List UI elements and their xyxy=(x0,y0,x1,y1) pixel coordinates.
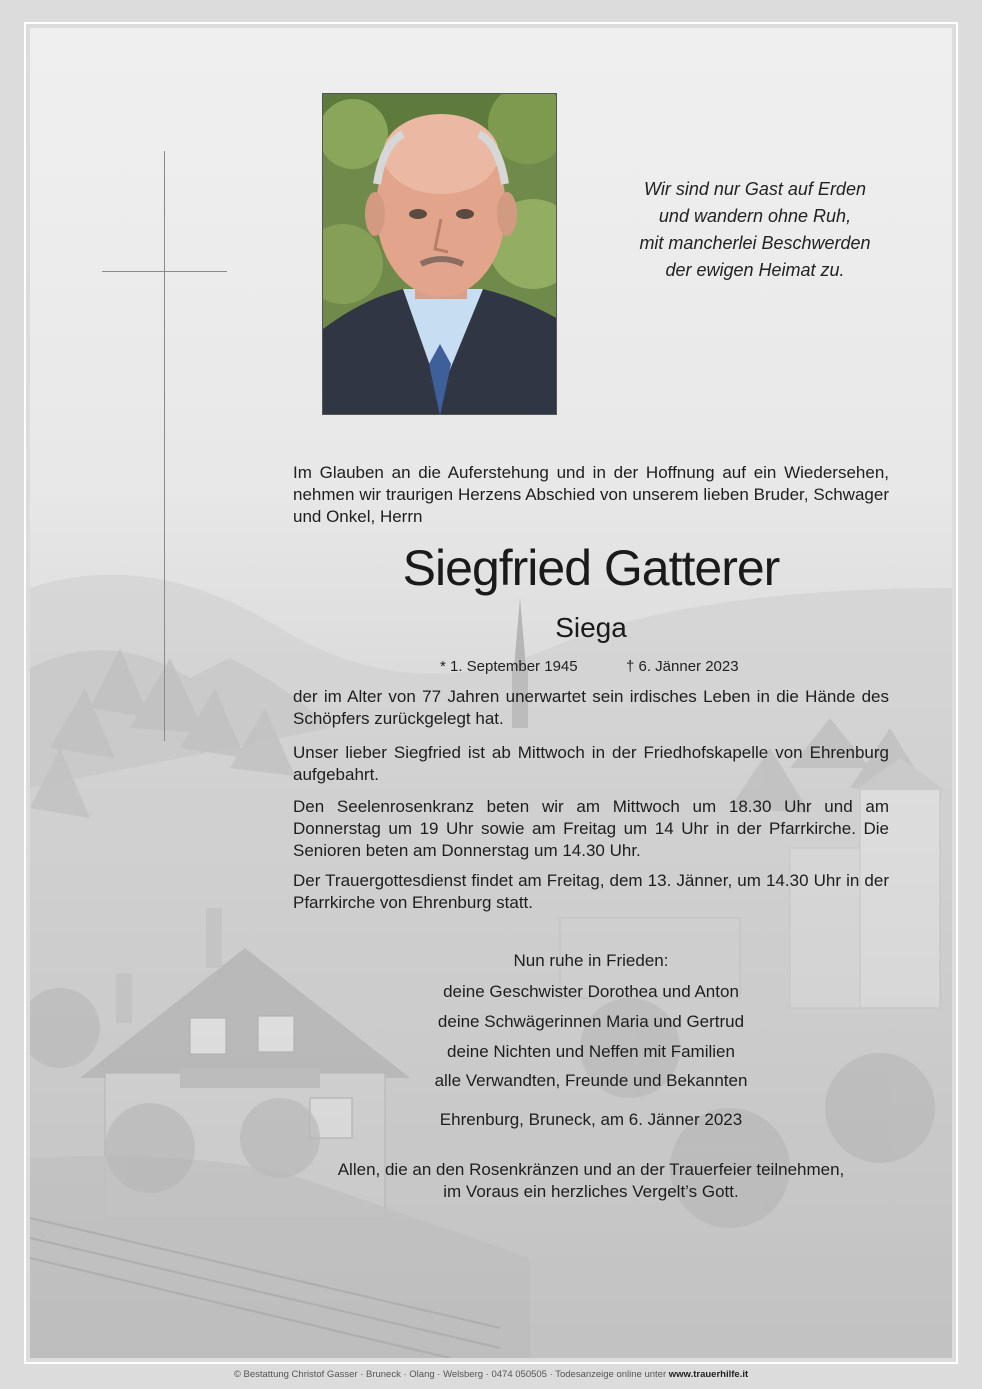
poem xyxy=(590,176,920,284)
poem-line-4: der ewigen Heimat zu. xyxy=(665,260,845,280)
birth-date: * 1. September 1945 xyxy=(440,658,578,675)
deceased-name: Siegfried Gatterer xyxy=(402,540,780,596)
mourners-line-3: deine Nichten und Neffen mit Familien xyxy=(447,1042,735,1061)
cross-vertical-bar xyxy=(164,151,165,741)
mourners-heading: Nun ruhe in Frieden: xyxy=(513,951,669,970)
poem-line-3: mit mancherlei Beschwerden xyxy=(639,233,871,253)
cross-horizontal-bar xyxy=(102,271,227,272)
footer xyxy=(0,1368,982,1382)
death-date: † 6. Jänner 2023 xyxy=(626,658,739,675)
poem-line-2: und wandern ohne Ruh, xyxy=(658,206,852,226)
mourners-line-2: deine Schwägerinnen Maria und Gertrud xyxy=(437,1012,745,1031)
footer-text: © Bestattung Christof Gasser · Bruneck · Olang · Welsberg · 0474 050505 · Todesanzeige online unter xyxy=(233,1369,667,1380)
footer-link[interactable]: www.trauerhilfe.it xyxy=(668,1369,749,1380)
paragraph-life: der im Alter von 77 Jahren unerwartet sein irdisches Leben in die Hände des Schöpfers zurückgelegt hat. xyxy=(293,687,889,728)
thanks-line-1: Allen, die an den Rosenkränzen und an der Trauerfeier teilnehmen, xyxy=(337,1160,845,1179)
paragraph-viewing: Unser lieber Siegfried ist ab Mittwoch in der Friedhofskapelle von Ehrenburg aufgebahrt. xyxy=(293,743,889,784)
place-and-date: Ehrenburg, Bruneck, am 6. Jänner 2023 xyxy=(439,1110,743,1129)
portrait-photo xyxy=(322,93,557,415)
mourners-line-4: alle Verwandten, Freunde und Bekannten xyxy=(434,1071,748,1090)
thanks-line-2: im Voraus ein herzliches Vergelt’s Gott. xyxy=(443,1182,739,1201)
poem-line-1: Wir sind nur Gast auf Erden xyxy=(644,179,866,199)
mourners-line-1: deine Geschwister Dorothea und Anton xyxy=(443,982,739,1001)
intro-paragraph: Im Glauben an die Auferstehung und in der Hoffnung auf ein Wiedersehen, nehmen wir traurigen Herzens Abschied von unserem lieben Bruder, Schwager und Onkel, Herrn xyxy=(293,463,889,526)
paragraph-rosary: Den Seelenrosenkranz beten wir am Mittwoch um 18.30 Uhr und am Donnerstag um 19 Uhr sowie am Freitag um 14 Uhr in der Pfarrkirche. Die Senioren beten am Donnerstag um 14.30 Uhr. xyxy=(293,797,889,860)
deceased-nickname: Siega xyxy=(555,612,627,643)
paragraph-funeral: Der Trauergottesdienst findet am Freitag, dem 13. Jänner, um 14.30 Uhr in der Pfarrkirche von Ehrenburg statt. xyxy=(293,871,889,912)
obituary-card xyxy=(30,28,952,1358)
